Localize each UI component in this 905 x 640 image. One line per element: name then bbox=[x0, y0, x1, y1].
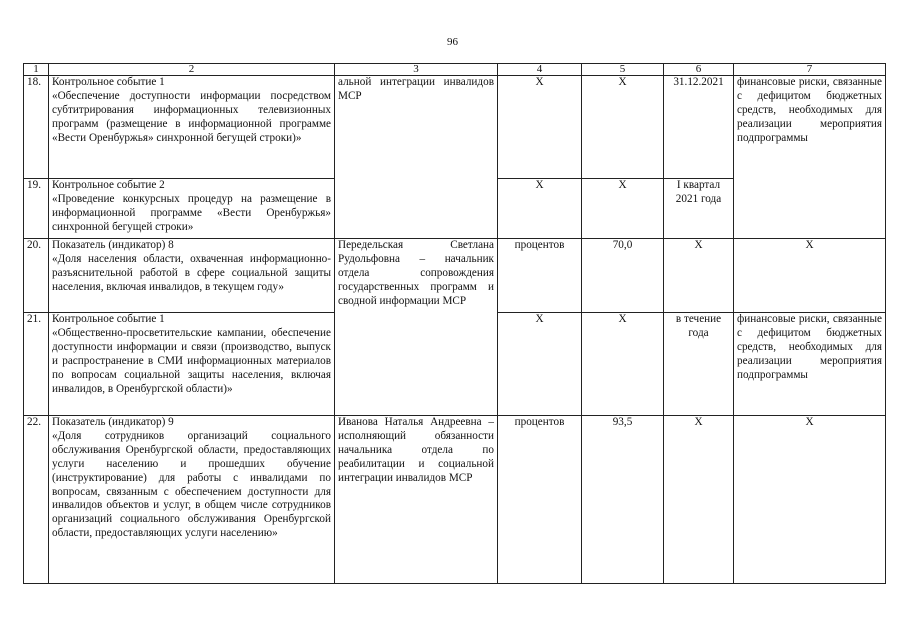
measures-table bbox=[23, 63, 886, 584]
table-row bbox=[24, 76, 886, 179]
value-cell: X bbox=[582, 179, 664, 239]
deadline-cell: X bbox=[664, 239, 734, 313]
row-number: 18. bbox=[24, 76, 49, 179]
risks-cell: финансовые риски, связанные с дефицитом бюджетных средств, необходимых для реализации мероприятия подпрограммы bbox=[734, 313, 886, 416]
unit-cell: процентов bbox=[498, 416, 582, 584]
row-description: «Доля населения области, охваченная информационно-разъяснительной работой в сфере социальной защиты населения, включая инвалидов, в текущем году» bbox=[52, 252, 331, 293]
row-description-cell bbox=[49, 416, 335, 584]
unit-cell: процентов bbox=[498, 239, 582, 313]
row-description: «Обеспечение доступности информации посредством субтитрирования информационных телевизионных программ (размещение в информационной программе «Вести Оренбуржья» синхронной бегущей строки)» bbox=[52, 89, 331, 144]
responsible-cell: альной интеграции инвалидов МСР bbox=[335, 76, 498, 239]
header-row bbox=[24, 64, 886, 76]
row-number: 21. bbox=[24, 313, 49, 416]
unit-cell: X bbox=[498, 179, 582, 239]
row-title: Показатель (индикатор) 9 bbox=[52, 416, 174, 428]
column-header: 4 bbox=[498, 64, 582, 76]
table-row bbox=[24, 239, 886, 313]
table-row bbox=[24, 416, 886, 584]
row-number: 19. bbox=[24, 179, 49, 239]
row-description: «Общественно-просветительские кампании, обеспечение доступности информации и связи (производство, выпуск и распространение в СМИ информационных материалов по вопросам социальной защиты населения, включая инвалидов, в Оренбургской области)» bbox=[52, 326, 331, 395]
risks-cell: финансовые риски, связанные с дефицитом бюджетных средств, необходимых для реализации мероприятия подпрограммы bbox=[734, 76, 886, 239]
column-header: 2 bbox=[49, 64, 335, 76]
risks-cell: X bbox=[734, 239, 886, 313]
column-header: 3 bbox=[335, 64, 498, 76]
row-description: «Проведение конкурсных процедур на размещение в информационной программе «Вести Оренбуржья» синхронной бегущей строки» bbox=[52, 192, 331, 233]
unit-cell: X bbox=[498, 76, 582, 179]
row-title: Контрольное событие 2 bbox=[52, 179, 165, 191]
row-description-cell bbox=[49, 179, 335, 239]
row-description-cell bbox=[49, 76, 335, 179]
risks-cell: X bbox=[734, 416, 886, 584]
column-header: 5 bbox=[582, 64, 664, 76]
column-header: 1 bbox=[24, 64, 49, 76]
column-header: 6 bbox=[664, 64, 734, 76]
row-description: «Доля сотрудников организаций социального обслуживания Оренбургской области, предоставляющих услуги населению и прошедших обучение (инструктирование) для работы с инвалидами по вопросам, связанным с обеспечением доступности для инвалидов объектов и услуг, в общем числе сотрудников организаций социального обслуживания Оренбургской области, предоставляющих услуги населению» bbox=[52, 429, 331, 540]
row-number: 20. bbox=[24, 239, 49, 313]
row-description-cell bbox=[49, 313, 335, 416]
value-cell: 70,0 bbox=[582, 239, 664, 313]
page-number: 96 bbox=[447, 36, 458, 48]
deadline-cell: X bbox=[664, 416, 734, 584]
unit-cell: X bbox=[498, 313, 582, 416]
row-description-cell bbox=[49, 239, 335, 313]
deadline-cell: в течение года bbox=[664, 313, 734, 416]
deadline-cell: I квартал 2021 года bbox=[664, 179, 734, 239]
responsible-cell: Иванова Наталья Андреевна – исполняющий обязанности начальника отдела по реабилитации и социальной интеграции инвалидов МСР bbox=[335, 416, 498, 584]
row-title: Показатель (индикатор) 8 bbox=[52, 239, 174, 251]
responsible-cell: Передельская Светлана Рудольфовна – начальник отдела сопровождения государственных программ и сводной информации МСР bbox=[335, 239, 498, 416]
deadline-cell: 31.12.2021 bbox=[664, 76, 734, 179]
row-number: 22. bbox=[24, 416, 49, 584]
value-cell: X bbox=[582, 313, 664, 416]
row-title: Контрольное событие 1 bbox=[52, 313, 165, 325]
row-title: Контрольное событие 1 bbox=[52, 76, 165, 88]
column-header: 7 bbox=[734, 64, 886, 76]
value-cell: X bbox=[582, 76, 664, 179]
value-cell: 93,5 bbox=[582, 416, 664, 584]
